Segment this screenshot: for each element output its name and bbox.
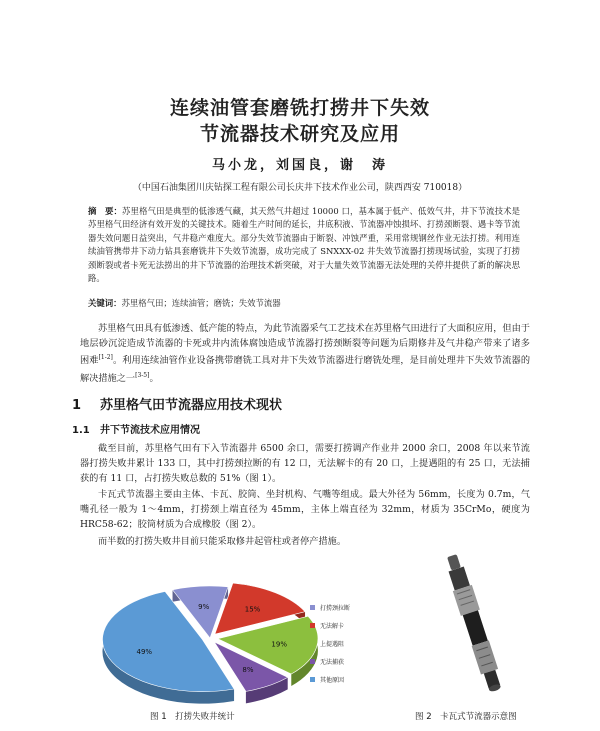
affiliation: （中国石油集团川庆钻探工程有限公司长庆井下技术作业公司，陕西西安 710018） — [132, 183, 468, 193]
subsection-title: 井下节流技术应用情况 — [100, 425, 200, 436]
tool-fishing-neck — [447, 554, 461, 570]
legend-label: 无法解卡 — [320, 622, 345, 630]
keywords-label: 关键词： — [88, 298, 122, 308]
pie-legend — [310, 598, 350, 688]
legend-item — [310, 598, 350, 616]
subsection-number: 1.1 — [72, 425, 90, 436]
legend-item — [310, 670, 350, 688]
intro-text-2: 。利用连续油管作业设备携带磨铣工具对井下失效节流器进行磨铣处理，是目前处理井下失效节流器的解决措施之一 — [80, 355, 531, 384]
legend-swatch — [310, 605, 315, 610]
choke-tool-illustration — [420, 552, 530, 702]
pie-slice-label-2: 19% — [271, 640, 287, 649]
legend-swatch — [310, 677, 315, 682]
intro-text-3: 。 — [149, 372, 159, 384]
legend-swatch — [310, 641, 315, 646]
legend-swatch — [310, 659, 315, 664]
tool-setting-mechanism — [472, 640, 498, 674]
pie-slice-label-4: 49% — [136, 647, 153, 656]
legend-item — [310, 616, 350, 634]
abstract-label: 摘 要： — [88, 206, 123, 216]
citation-2: [3-5] — [135, 371, 150, 379]
paragraph-2: 卡瓦式节流器主要由主体、卡瓦、胶筒、坐封机构、气嘴等组成。最大外径为 56mm，长度为 0.7m，气嘴孔径一般为 1～4mm，打捞颈上端直径为 45mm，主体上端直径为 32mm，材质为 35CrMo，硬度为 HRC58-62；胶筒材质为合成橡胶（图 2）。 — [80, 489, 530, 530]
section-title: 苏里格气田节流器应用技术现状 — [100, 398, 283, 413]
tool-rubber-packer — [463, 610, 488, 645]
legend-swatch — [310, 623, 315, 628]
intro-paragraph — [80, 322, 530, 386]
legend-label: 打捞颈拉断 — [320, 604, 351, 612]
keywords-text: 苏里格气田；连续油管；磨铣；失效节流器 — [121, 298, 281, 308]
legend-item — [310, 634, 350, 652]
figure-1-caption: 图 1 打捞失败井统计 — [150, 712, 235, 722]
paper-title-line2: 节流器技术研究及应用 — [199, 123, 400, 145]
pie-slice-label-3: 8% — [242, 666, 254, 675]
legend-item — [310, 652, 350, 670]
legend-label: 无法捕获 — [320, 658, 345, 666]
authors: 马小龙，刘国良，谢 涛 — [211, 158, 388, 173]
keywords — [88, 297, 520, 309]
paper-title-line1: 连续油管套磨铣打捞井下失效 — [169, 97, 430, 119]
section-number: 1 — [72, 398, 82, 413]
abstract-text: 苏里格气田是典型的低渗透气藏，其天然气井超过 10000 口，基本属于低产、低效气井，井下节流技术是苏里格气田经济有效开发的关键技术。随着生产时间的延长，井底积液、节流器冲蚀损坏、打捞颈断裂、遇卡等节流器失效问题日益突出，气井稳产难度大。部分失效节流器由于断裂、冲蚀严重，采用常规钢丝作业无法打捞。利用连续油管携带井下动力钻具套磨铣井下失效节流器，成功完成了 SNXXX-02 井失效节流器打捞现场试验，实现了打捞颈断裂或者卡死无法捞出的井下节流器的治理技术新突破，对于大量失效节流器无法处理的关停井提供了新的解决思路。 — [88, 206, 521, 284]
pie-slice-label-1: 15% — [244, 605, 261, 614]
citation-1: [1-2] — [98, 354, 113, 361]
subsection-heading-1-1 — [72, 421, 200, 436]
section-heading-1 — [72, 394, 282, 413]
figure-2-caption: 图 2 卡瓦式节流器示意图 — [415, 712, 517, 722]
paragraph-3: 而半数的打捞失败井目前只能采取修井起管柱或者停产措施。 — [98, 536, 347, 547]
legend-label: 上提遇阻 — [320, 640, 345, 648]
pie-slice-label-0: 9% — [198, 602, 210, 611]
legend-label: 其他原因 — [320, 676, 345, 684]
abstract — [88, 205, 520, 285]
paragraph-1: 截至目前，苏里格气田有下入节流器井 6500 余口，需要打捞调产作业井 2000 余口，2008 年以来节流器打捞失败井累计 133 口，其中打捞颈拉断的有 12 口，无法解卡的有 20 口，上提遇阻的有 25 口，无法捕获的有 11 口，占打捞失败总数的 51%（图 1）。 — [80, 443, 530, 484]
intro-text-1: 苏里格气田具有低渗透、低产能的特点，为此节流器采气工艺技术在苏里格气田进行了大面积应用，但由于地层砂沉淀造成节流器的卡死或井内流体腐蚀造成节流器打捞颈断裂等问题为后期修井及气井稳产带来了诸多困难 — [80, 323, 530, 367]
